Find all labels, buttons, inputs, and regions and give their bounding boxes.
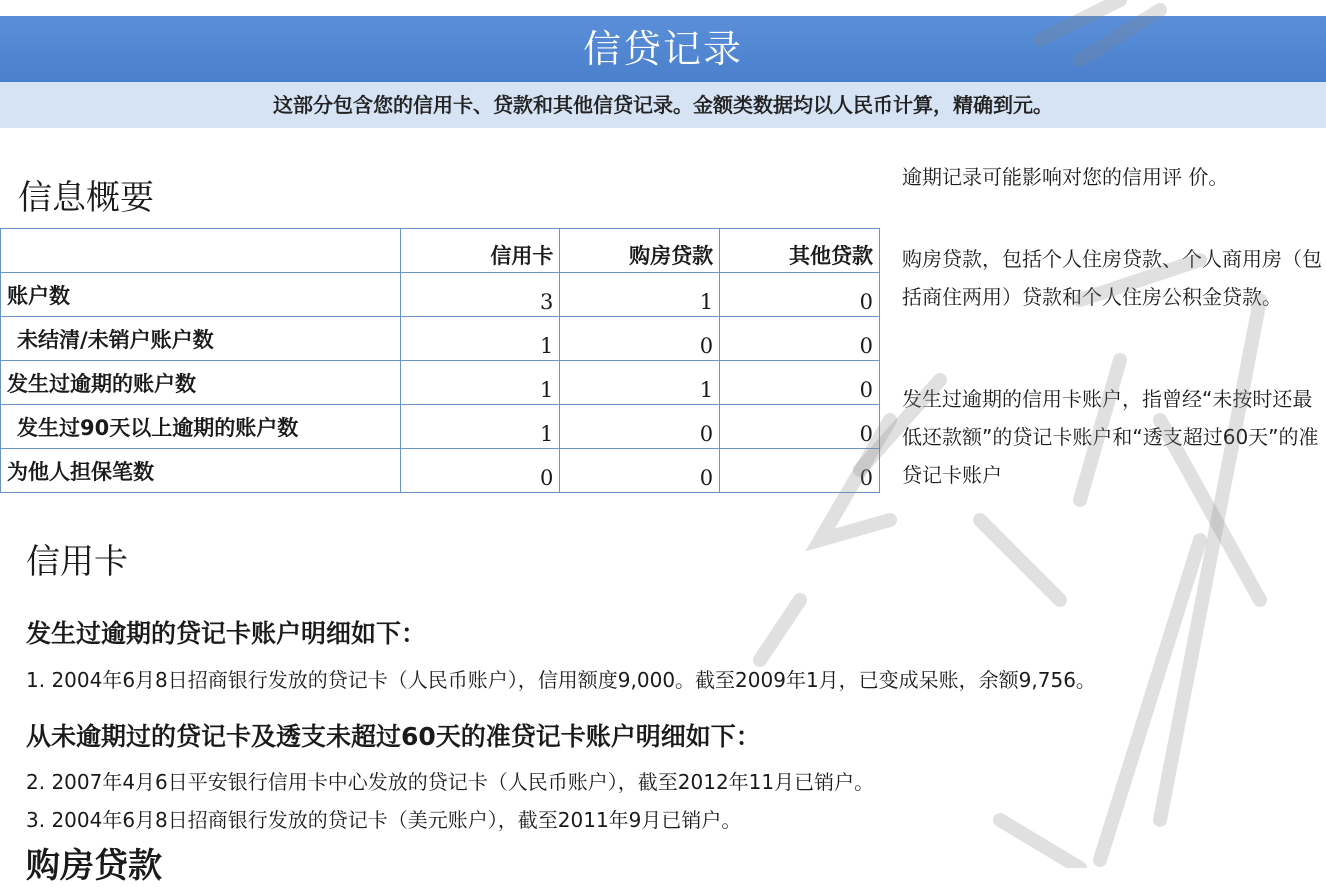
table-row	[1, 405, 880, 449]
column-header-blank	[1, 229, 401, 273]
table-cell: 0	[720, 449, 880, 493]
table-cell: 1	[400, 405, 560, 449]
note-overdue-impact: 逾期记录可能影响对您的信用评 价。	[902, 165, 1229, 189]
overview-heading: 信息概要	[18, 178, 154, 218]
column-header-mortgage: 购房贷款	[560, 229, 720, 273]
table-header-row	[1, 229, 880, 273]
table-row	[1, 317, 880, 361]
column-header-other-loan: 其他贷款	[720, 229, 880, 273]
list-item: 3. 2004年6月8日招商银行发放的贷记卡（美元账户），截至2011年9月已销户。	[26, 808, 742, 832]
mortgage-heading: 购房贷款	[26, 846, 162, 886]
table-cell: 1	[400, 317, 560, 361]
table-cell: 3	[400, 273, 560, 317]
row-label: 账户数	[1, 273, 401, 317]
table-cell: 0	[720, 273, 880, 317]
table-cell: 0	[560, 405, 720, 449]
list-item: 1. 2004年6月8日招商银行发放的贷记卡（人民币账户），信用额度9,000。截至2009年1月，已变成呆账，余额9,756。	[26, 668, 1096, 692]
row-label: 为他人担保笔数	[1, 449, 401, 493]
row-label: 未结清/未销户账户数	[1, 317, 401, 361]
table-cell: 0	[720, 317, 880, 361]
credit-card-heading: 信用卡	[26, 542, 128, 582]
table-cell: 0	[560, 317, 720, 361]
page-subtitle: 这部分包含您的信用卡、贷款和其他信贷记录。金额类数据均以人民币计算，精确到元。	[0, 82, 1326, 128]
table-cell: 0	[560, 449, 720, 493]
note-overdue-definition: 发生过逾期的信用卡账户，指曾经“未按时还最低还款额”的贷记卡账户和“透支超过60天”的准贷记卡账户	[902, 387, 1319, 487]
column-header-credit-card: 信用卡	[400, 229, 560, 273]
table-cell: 0	[720, 405, 880, 449]
row-label: 发生过逾期的账户数	[1, 361, 401, 405]
row-label: 发生过90天以上逾期的账户数	[1, 405, 401, 449]
note-mortgage-definition: 购房贷款，包括个人住房贷款、个人商用房（包括商住两用）贷款和个人住房公积金贷款。	[902, 247, 1322, 309]
table-cell: 1	[560, 273, 720, 317]
page-title: 信贷记录	[0, 16, 1326, 82]
table-row	[1, 361, 880, 405]
overview-table	[0, 228, 880, 493]
table-row	[1, 449, 880, 493]
table-cell: 1	[400, 361, 560, 405]
table-cell: 0	[720, 361, 880, 405]
list-item: 2. 2007年4月6日平安银行信用卡中心发放的贷记卡（人民币账户），截至2012年11月已销户。	[26, 770, 875, 794]
table-cell: 0	[400, 449, 560, 493]
overdue-accounts-heading: 发生过逾期的贷记卡账户明细如下：	[26, 619, 427, 648]
table-cell: 1	[560, 361, 720, 405]
table-row	[1, 273, 880, 317]
normal-accounts-heading: 从未逾期过的贷记卡及透支未超过60天的准贷记卡账户明细如下：	[26, 722, 761, 751]
